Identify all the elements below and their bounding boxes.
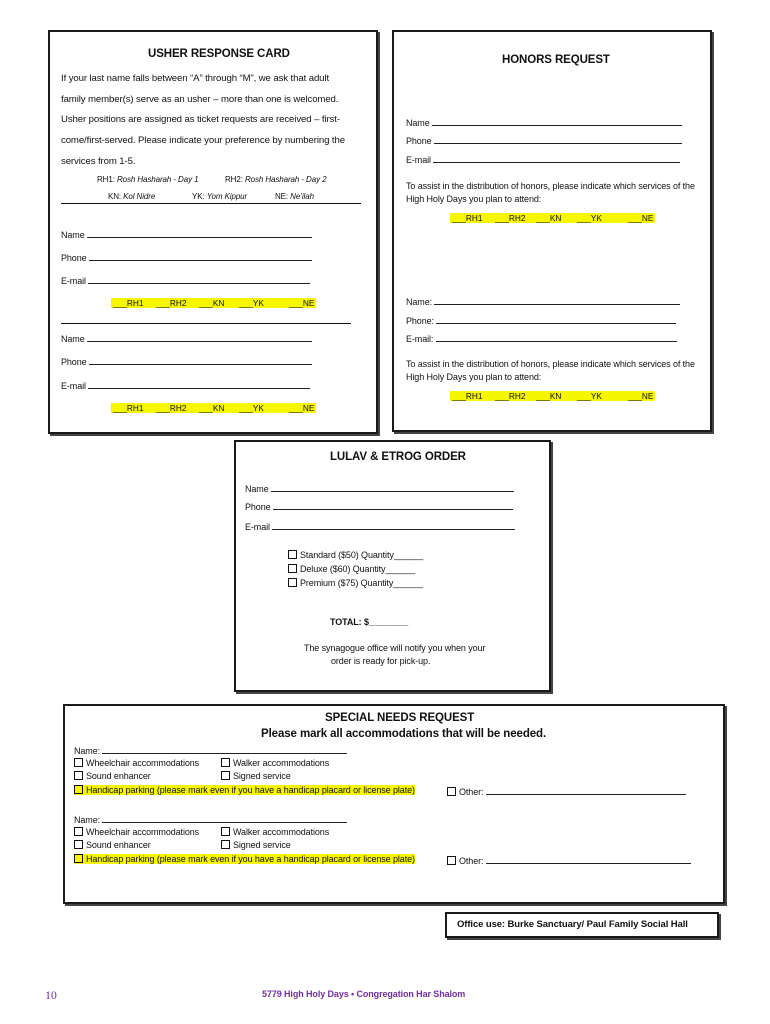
checkbox-icon[interactable] <box>288 564 297 573</box>
checkbox-icon[interactable] <box>74 854 83 863</box>
honors-service-choices-2[interactable]: ___RH1 ___RH2 ___KN ___YK ___NE <box>452 391 654 401</box>
checkbox-icon[interactable] <box>447 856 456 865</box>
usher-title: USHER RESPONSE CARD <box>148 48 290 60</box>
special-name-field-2[interactable]: Name: <box>74 813 347 825</box>
checkbox-icon[interactable] <box>221 840 230 849</box>
checkbox-icon[interactable] <box>74 771 83 780</box>
lulav-option-standard[interactable]: Standard ($50) Quantity______ <box>288 550 423 560</box>
checkbox-icon[interactable] <box>74 827 83 836</box>
usher-phone-field-2[interactable]: Phone <box>61 355 312 367</box>
usher-email-field-2[interactable]: E-mail <box>61 379 310 391</box>
honors-assist-2a: To assist in the distribution of honors, please indicate which services of the <box>406 359 695 369</box>
checkbox-icon[interactable] <box>221 758 230 767</box>
checkbox-icon[interactable] <box>288 578 297 587</box>
special-needs-card <box>63 704 725 904</box>
usher-intro-5: services from 1-5. <box>61 156 136 167</box>
honors-assist-1a: To assist in the distribution of honors, please indicate which services of the <box>406 181 695 191</box>
honors-email-field-2[interactable]: E-mail: <box>406 332 677 344</box>
legend-yk: YK: Yom Kippur <box>192 192 248 201</box>
usher-intro-1: If your last name falls between “A” through “M”, we ask that adult <box>61 73 330 84</box>
honors-request-card <box>392 30 712 432</box>
page-number: 10 <box>45 988 57 1002</box>
usher-intro-4: come/first-served. Please indicate your preference by numbering the <box>61 135 345 146</box>
usher-phone-field-1[interactable]: Phone <box>61 251 312 263</box>
usher-name-field-1[interactable]: Name <box>61 228 312 240</box>
special-wheelchair-1[interactable]: Wheelchair accommodations <box>74 758 199 768</box>
legend-ne: NE: Ne’ilah <box>275 192 314 201</box>
honors-phone-field-2[interactable]: Phone: <box>406 314 676 326</box>
honors-name-field-2[interactable]: Name: <box>406 295 680 307</box>
legend-rh2: RH2: Rosh Hasharah - Day 2 <box>225 175 327 184</box>
special-other-2[interactable]: Other: <box>447 854 691 866</box>
special-walker-1[interactable]: Walker accommodations <box>221 758 329 768</box>
special-title: SPECIAL NEEDS REQUEST <box>325 712 475 724</box>
special-walker-2[interactable]: Walker accommodations <box>221 827 329 837</box>
usher-intro-3: Usher positions are assigned as ticket requests are received – first- <box>61 114 340 125</box>
lulav-email-field[interactable]: E-mail <box>245 520 515 532</box>
honors-phone-field-1[interactable]: Phone <box>406 134 682 146</box>
lulav-option-premium[interactable]: Premium ($75) Quantity______ <box>288 578 423 588</box>
checkbox-icon[interactable] <box>221 771 230 780</box>
honors-assist-2b: High Holy Days you plan to attend: <box>406 372 542 382</box>
checkbox-icon[interactable] <box>221 827 230 836</box>
footer-text: 5779 High Holy Days • Congregation Har Shalom <box>262 989 466 999</box>
lulav-total[interactable]: TOTAL: $________ <box>330 617 409 627</box>
legend-rh1: RH1: Rosh Hasharah - Day 1 <box>97 175 199 184</box>
lulav-option-deluxe[interactable]: Deluxe ($60) Quantity______ <box>288 564 415 574</box>
legend-kn: KN: Kol Nidre <box>108 192 156 201</box>
lulav-title: LULAV & ETROG ORDER <box>330 451 466 463</box>
honors-name-field-1[interactable]: Name <box>406 116 682 128</box>
special-parking-2[interactable]: Handicap parking (please mark even if you have a handicap placard or license plate) <box>74 854 415 864</box>
lulav-etrog-order-card <box>234 440 551 692</box>
checkbox-icon[interactable] <box>447 787 456 796</box>
checkbox-icon[interactable] <box>74 840 83 849</box>
usher-divider-1 <box>61 203 361 204</box>
lulav-phone-field[interactable]: Phone <box>245 500 513 512</box>
checkbox-icon[interactable] <box>74 758 83 767</box>
special-name-field-1[interactable]: Name: <box>74 744 347 756</box>
honors-email-field-1[interactable]: E-mail <box>406 153 680 165</box>
checkbox-icon[interactable] <box>288 550 297 559</box>
special-other-1[interactable]: Other: <box>447 785 686 797</box>
checkbox-icon[interactable] <box>74 785 83 794</box>
usher-divider-2 <box>61 323 351 324</box>
usher-service-choices-2[interactable]: ___RH1 ___RH2 ___KN ___YK ___NE <box>113 403 315 413</box>
special-signed-1[interactable]: Signed service <box>221 771 291 781</box>
special-parking-1[interactable]: Handicap parking (please mark even if you have a handicap placard or license plate) <box>74 785 415 795</box>
special-wheelchair-2[interactable]: Wheelchair accommodations <box>74 827 199 837</box>
special-subtitle: Please mark all accommodations that will be needed. <box>261 728 547 740</box>
special-sound-1[interactable]: Sound enhancer <box>74 771 151 781</box>
usher-response-card <box>48 30 378 434</box>
special-signed-2[interactable]: Signed service <box>221 840 291 850</box>
honors-service-choices-1[interactable]: ___RH1 ___RH2 ___KN ___YK ___NE <box>452 213 654 223</box>
honors-assist-1b: High Holy Days you plan to attend: <box>406 194 542 204</box>
special-sound-2[interactable]: Sound enhancer <box>74 840 151 850</box>
usher-name-field-2[interactable]: Name <box>61 332 312 344</box>
lulav-note-1: The synagogue office will notify you when your <box>304 643 486 653</box>
office-use-text: Office use: Burke Sanctuary/ Paul Family Social Hall <box>457 919 688 930</box>
lulav-note-2: order is ready for pick-up. <box>331 656 431 666</box>
honors-title: HONORS REQUEST <box>502 54 610 66</box>
usher-service-choices-1[interactable]: ___RH1 ___RH2 ___KN ___YK ___NE <box>113 298 315 308</box>
usher-intro-2: family member(s) serve as an usher – more than one is welcomed. <box>61 94 339 105</box>
lulav-name-field[interactable]: Name <box>245 482 514 494</box>
usher-email-field-1[interactable]: E-mail <box>61 274 310 286</box>
office-use-box <box>445 912 719 938</box>
